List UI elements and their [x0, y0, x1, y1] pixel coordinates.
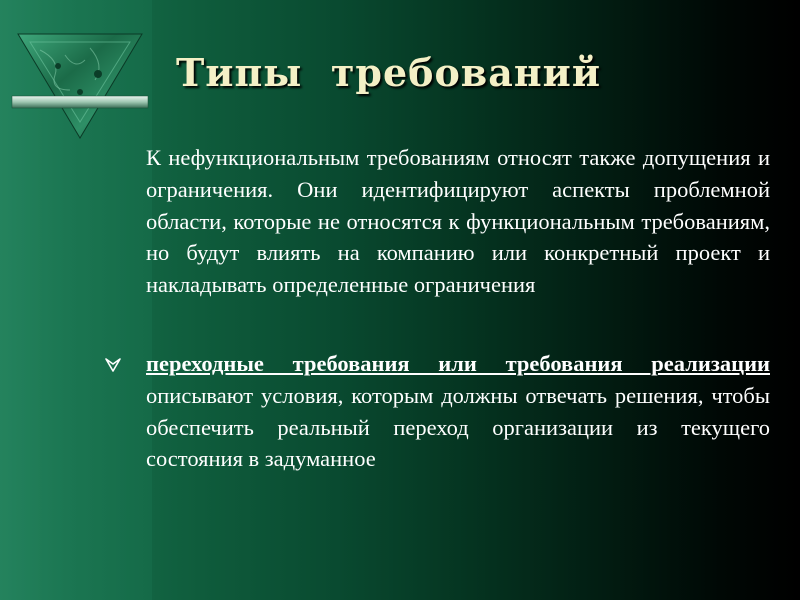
paragraph-nonfunctional: К нефункциональным требованиям относят также допущения и ограничения. Они идентифицируют аспекты проблемной области, которые не относятся к функциональным требованиям, но будут влиять на компанию или конкретный проект и накладывать определенные ограничения [146, 145, 770, 298]
slide-title: Типы требований [176, 50, 602, 95]
bullet-transitional-requirements [146, 348, 770, 475]
green-marble-triangle-icon [10, 30, 150, 142]
check-arrow-icon [104, 356, 122, 374]
bullet-description: описывают условия, которым должны отвечать решения, чтобы обеспечить реальный переход организации из текущего состояния в задуманное [146, 382, 770, 472]
bullet-highlight-term: переходные требования или требования реализации [146, 351, 770, 376]
